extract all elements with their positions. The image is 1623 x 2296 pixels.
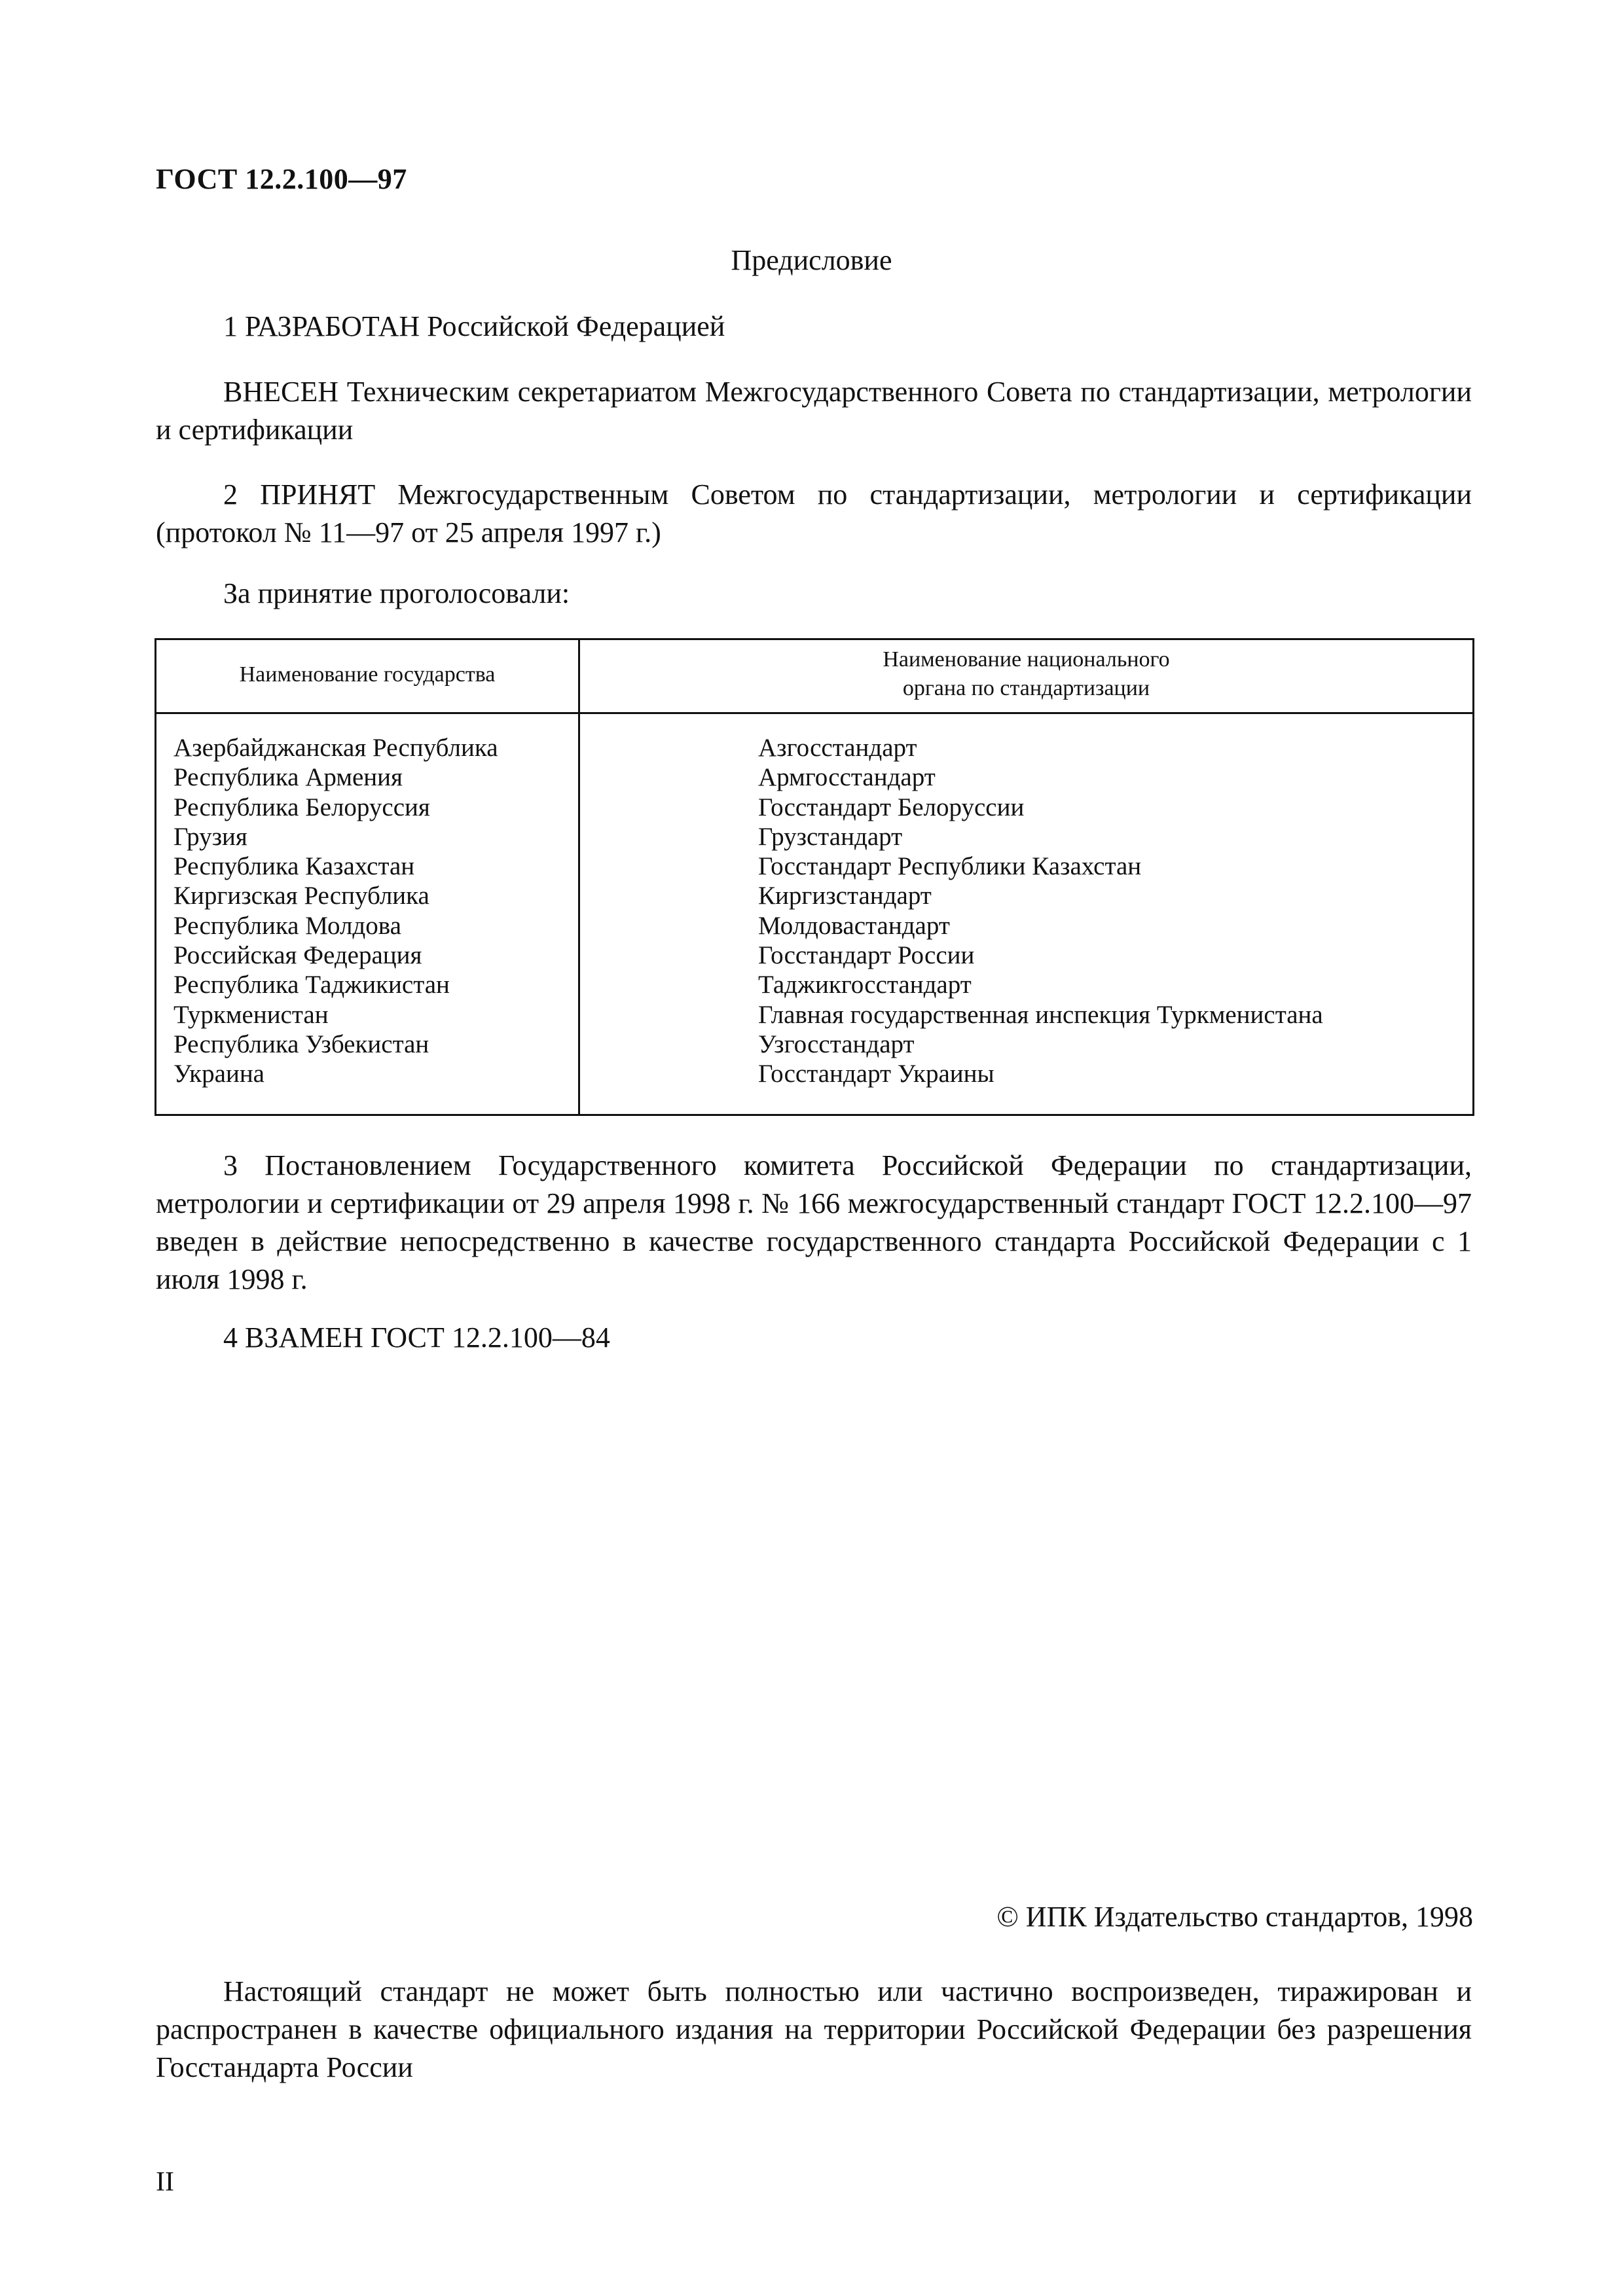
- bodies-column: [758, 733, 1323, 1089]
- table-cell-body: Госстандарт Белоруссии: [758, 793, 1025, 821]
- paragraph-resolution: 3 Постановлением Государственного комитета Российской Федерации по стандартизации, метрологии и сертификации от 29 апреля 1998 г. № 166 межгосударственный стандарт ГОСТ 12.2.100—97 введен в действие непосредственно в качестве государственного стандарта Российской Федерации с 1 июля 1998 г.: [156, 1149, 1472, 1295]
- table-cell-body: Госстандарт России: [758, 941, 975, 970]
- table-cell-body: Госстандарт Республики Казахстан: [758, 852, 1142, 881]
- paragraph-submitted: ВНЕСЕН Техническим секретариатом Межгосударственного Совета по стандартизации, метрологии и сертификации: [156, 376, 1472, 446]
- table-cell-body: Узгосстандарт: [758, 1030, 915, 1058]
- table-cell-body: Грузстандарт: [758, 822, 903, 851]
- table-header-divider: [155, 712, 1474, 714]
- table-cell-body: Таджикгосстандарт: [758, 971, 972, 999]
- table-cell-body: Главная государственная инспекция Туркменистана: [758, 1000, 1323, 1029]
- table-cell-body: Азгосстандарт: [758, 734, 917, 762]
- page-title: Предисловие: [731, 244, 892, 276]
- table-header-state: Наименование государства: [239, 662, 496, 687]
- table-cell-state: Российская Федерация: [173, 941, 422, 970]
- states-column: [173, 733, 498, 1089]
- table-cell-state: Киргизская Республика: [173, 882, 429, 910]
- table-cell-state: Республика Казахстан: [173, 852, 415, 881]
- paragraph-developed: 1 РАЗРАБОТАН Российской Федерацией: [223, 310, 725, 342]
- table-cell-body: Госстандарт Украины: [758, 1060, 994, 1088]
- table-cell-state: Республика Армения: [173, 763, 403, 792]
- table-header-body-line2: органа по стандартизации: [902, 676, 1150, 700]
- table-cell-state: Грузия: [173, 822, 247, 851]
- table-cell-state: Республика Таджикистан: [173, 971, 450, 999]
- table-cell-state: Республика Узбекистан: [173, 1030, 429, 1058]
- table-cell-body: Армгосстандарт: [758, 763, 936, 792]
- paragraph-voted: За принятие проголосовали:: [223, 577, 570, 609]
- page-number: II: [156, 2167, 174, 2197]
- reproduction-notice: Настоящий стандарт не может быть полностью или частично воспроизведен, тиражирован и распространен в качестве официального издания на территории Российской Федерации без разрешения Госстандарта России: [156, 1975, 1472, 2083]
- table-cell-body: Киргизстандарт: [758, 882, 932, 910]
- table-cell-state: Украина: [173, 1060, 264, 1088]
- table-cell-state: Республика Белоруссия: [173, 793, 430, 821]
- copyright-notice: © ИПК Издательство стандартов, 1998: [996, 1901, 1473, 1933]
- table-cell-body: Молдовастандарт: [758, 911, 950, 940]
- table-header-body: [580, 645, 1472, 703]
- table-column-divider: [578, 638, 580, 1116]
- paragraph-adopted: 2 ПРИНЯТ Межгосударственным Советом по стандартизации, метрологии и сертификации (протокол № 11—97 от 25 апреля 1997 г.): [156, 478, 1472, 548]
- table-cell-state: Республика Молдова: [173, 911, 401, 940]
- paragraph-replaces: 4 ВЗАМЕН ГОСТ 12.2.100—84: [223, 1321, 610, 1354]
- table-cell-state: Туркменистан: [173, 1000, 329, 1029]
- document-code: ГОСТ 12.2.100—97: [156, 163, 407, 195]
- table-header-body-line1: Наименование национального: [883, 647, 1170, 672]
- table-cell-state: Азербайджанская Республика: [173, 734, 498, 762]
